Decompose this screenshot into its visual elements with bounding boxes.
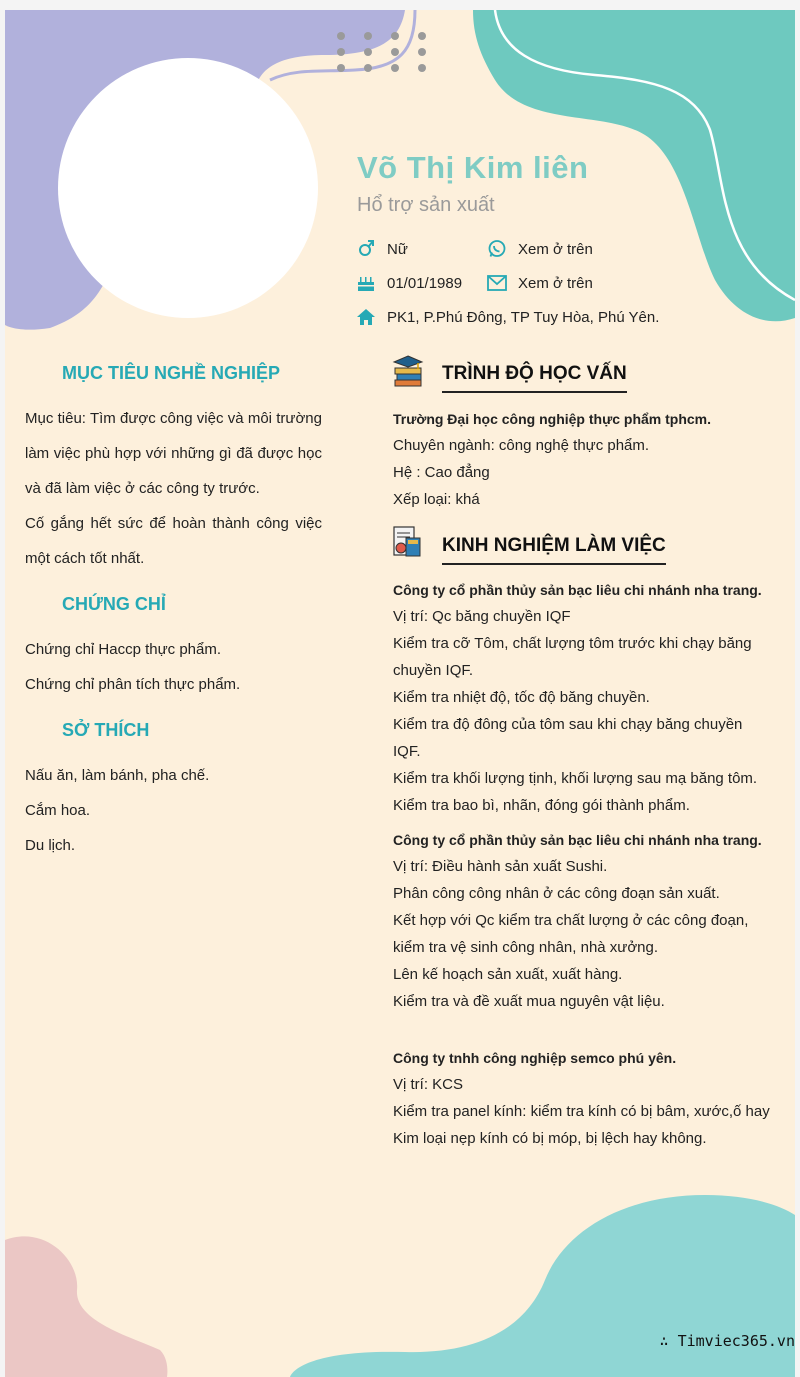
job-line: Kiểm tra bao bì, nhãn, đóng gói thành phẩm. [393,797,690,814]
company-name: Công ty cổ phần thủy sản bạc liêu chi nhánh nha trang. [393,582,762,598]
gender-value: Nữ [387,240,408,258]
phone-value: Xem ở trên [518,240,593,258]
whatsapp-icon [486,238,508,260]
certificates-title: CHỨNG CHỈ [62,594,166,614]
hobby-item: Cắm hoa. [25,802,91,819]
education-line: Xếp loại: khá [393,491,480,508]
birthday-value: 01/01/1989 [387,274,463,292]
education-icon [392,354,424,393]
company-name: Công ty tnhh công nghiệp semco phú yên. [393,1050,677,1066]
job-entry [393,577,773,819]
home-icon [355,306,377,328]
objective-text-1: Mục tiêu: Tìm được công việc và môi trường làm việc phù hợp với những gì đã được học và đã làm việc ở các công ty trước. [25,410,322,497]
certificate-item: Chứng chỉ Haccp thực phẩm. [25,641,222,658]
hobbies-title: SỞ THÍCH [62,720,150,740]
job-line: Kiểm tra và đề xuất mua nguyên vật liệu. [393,993,665,1010]
pink-blob [5,1236,167,1377]
job-line: Kiểm tra cỡ Tôm, chất lượng tôm trước khi chạy băng chuyền IQF. [393,635,752,679]
email-row [486,272,593,294]
job-entry [393,827,773,1015]
job-line: Vị trí: Qc băng chuyền IQF [393,608,571,625]
address-row [355,306,659,328]
avatar-circle [58,58,318,318]
job-line: Kiểm tra độ đông của tôm sau khi chạy băng chuyền IQF. [393,716,743,760]
watermark-icon: ∴ [659,1332,678,1350]
cv-page [5,10,795,1377]
job-line: Kiểm tra khối lượng tịnh, khối lượng sau mạ băng tôm. [393,770,758,787]
footer-brand-text: Timviec365.vn [677,1332,795,1350]
footer-brand [660,1332,795,1350]
email-value: Xem ở trên [518,274,593,292]
birthday-row [355,272,462,294]
job-line: Lên kế hoạch sản xuất, xuất hàng. [393,966,623,983]
school-name: Trường Đại học công nghiệp thực phẩm tphcm. [393,411,712,427]
education-line: Chuyên ngành: công nghệ thực phẩm. [393,437,650,454]
gender-row [355,238,408,260]
job-line: Vị trí: KCS [393,1076,464,1093]
job-line: Kết hợp với Qc kiểm tra chất lượng ở các công đoạn, kiểm tra vệ sinh công nhân, nhà xưởng. [393,912,749,956]
email-icon [486,272,508,294]
gender-icon [355,238,377,260]
job-line: Kiểm tra panel kính: kiểm tra kính có bị bâm, xước,ố hay Kim loại nẹp kính có bị móp, bị lệch hay không. [393,1103,770,1147]
job-line: Kiểm tra nhiệt độ, tốc độ băng chuyền. [393,689,650,706]
company-name: Công ty cổ phần thủy sản bạc liêu chi nhánh nha trang. [393,832,762,848]
job-line: Phân công công nhân ở các công đoạn sản xuất. [393,885,720,902]
education-line: Hệ : Cao đẳng [393,464,490,481]
job-entry [393,1045,773,1152]
candidate-position: Hổ trợ sản xuất [357,194,495,216]
hobby-item: Du lịch. [25,837,76,854]
certificate-item: Chứng chỉ phân tích thực phẩm. [25,676,241,693]
birthday-cake-icon [355,272,377,294]
education-title: TRÌNH ĐỘ HỌC VẤN [442,363,627,393]
phone-row [486,238,593,260]
address-value: PK1, P.Phú Đông, TP Tuy Hòa, Phú Yên. [387,308,660,326]
objective-title: MỤC TIÊU NGHỀ NGHIỆP [62,363,281,383]
experience-icon [392,524,424,563]
experience-title: KINH NGHIỆM LÀM VIỆC [442,535,666,565]
objective-text-2: Cố gắng hết sức để hoàn thành công việc một cách tốt nhất. [25,515,322,567]
candidate-name: Võ Thị Kim liên [357,150,589,185]
hobby-item: Nấu ăn, làm bánh, pha chế. [25,767,210,784]
job-line: Vị trí: Điều hành sản xuất Sushi. [393,858,608,875]
